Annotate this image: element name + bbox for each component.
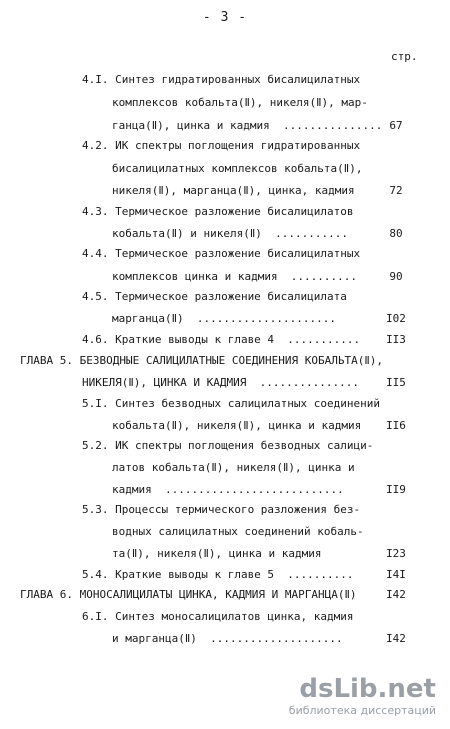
toc-line: 4.4. Термическое разложение бисалицилатных [82, 247, 361, 260]
toc-page-number: 80 [389, 227, 403, 240]
toc-page-number: 90 [389, 270, 403, 283]
toc-line: 6.I. Синтез моносалицилатов цинка, кадмия [82, 610, 354, 623]
toc-line: 4.6. Краткие выводы к главе 4 ........... [82, 333, 361, 346]
page-number: - 3 - [202, 10, 248, 25]
toc-line: и марганца(Ⅱ) .................... [112, 632, 343, 645]
toc-page-number: I42 [386, 588, 406, 601]
toc-line: марганца(Ⅱ) ..................... [112, 312, 336, 325]
toc-line: НИКЕЛЯ(Ⅱ), ЦИНКА И КАДМИЯ ............... [82, 376, 359, 389]
toc-page-number: I42 [386, 632, 406, 645]
toc-line: кадмия ........................... [112, 483, 344, 496]
toc-page-number: I23 [386, 547, 406, 560]
toc-line: 5.I. Синтез безводных салицилатных соединений [82, 397, 381, 410]
toc-page-number: I02 [386, 312, 406, 325]
toc-line: кобальта(Ⅱ), никеля(Ⅱ), цинка и кадмия [112, 419, 362, 432]
toc-page-number: I4I [386, 568, 406, 581]
toc-line: бисалицилатных комплексов кобальта(Ⅱ), [112, 162, 363, 175]
toc-page-number: II3 [386, 333, 406, 346]
toc-line: 5.2. ИК спектры поглощения безводных салици- [82, 439, 374, 452]
watermark-subtitle: библиотека диссертаций [288, 704, 436, 717]
toc-line: кобальта(Ⅱ) и никеля(Ⅱ) ........... [112, 227, 348, 240]
toc-page-number: 67 [389, 119, 403, 132]
toc-line: 4.3. Термическое разложение бисалицилатов [82, 205, 354, 218]
toc-line: 4.2. ИК спектры поглощения гидратированных [82, 139, 361, 152]
toc-line: никеля(Ⅱ), марганца(Ⅱ), цинка, кадмия [112, 184, 355, 197]
toc-line: водных салицилатных соединений кобаль- [112, 525, 364, 538]
toc-line: ГЛАВА 6. МОНОСАЛИЦИЛАТЫ ЦИНКА, КАДМИЯ И МАРГАНЦА(Ⅱ) [20, 588, 357, 601]
toc-page-number: II5 [386, 376, 406, 389]
toc-line: 4.5. Термическое разложение бисалицилата [82, 290, 347, 303]
watermark-logo: dsLib.net [299, 674, 436, 704]
toc-line: латов кобальта(Ⅱ), никеля(Ⅱ), цинка и [112, 461, 355, 474]
toc-line: ГЛАВА 5. БЕЗВОДНЫЕ САЛИЦИЛАТНЫЕ СОЕДИНЕНИЯ КОБАЛЬТА(Ⅱ), [20, 354, 384, 367]
toc-line: комплексов кобальта(Ⅱ), никеля(Ⅱ), мар- [112, 96, 368, 109]
toc-line: та(Ⅱ), никеля(Ⅱ), цинка и кадмия [112, 547, 322, 560]
toc-line: 5.4. Краткие выводы к главе 5 .......... [82, 568, 354, 581]
watermark [289, 676, 436, 717]
toc-line: комплексов цинка и кадмия .......... [112, 270, 358, 283]
toc-page-number: II6 [386, 419, 406, 432]
toc-page-number: II9 [386, 483, 406, 496]
toc-page-number: 72 [389, 184, 403, 197]
toc-line: 4.I. Синтез гидратированных бисалицилатных [82, 73, 361, 86]
toc-line: ганца(Ⅱ), цинка и кадмия ............... [112, 119, 383, 132]
toc-line: 5.3. Процессы термического разложения без- [82, 503, 361, 516]
page-column-label: стр. [391, 50, 418, 63]
